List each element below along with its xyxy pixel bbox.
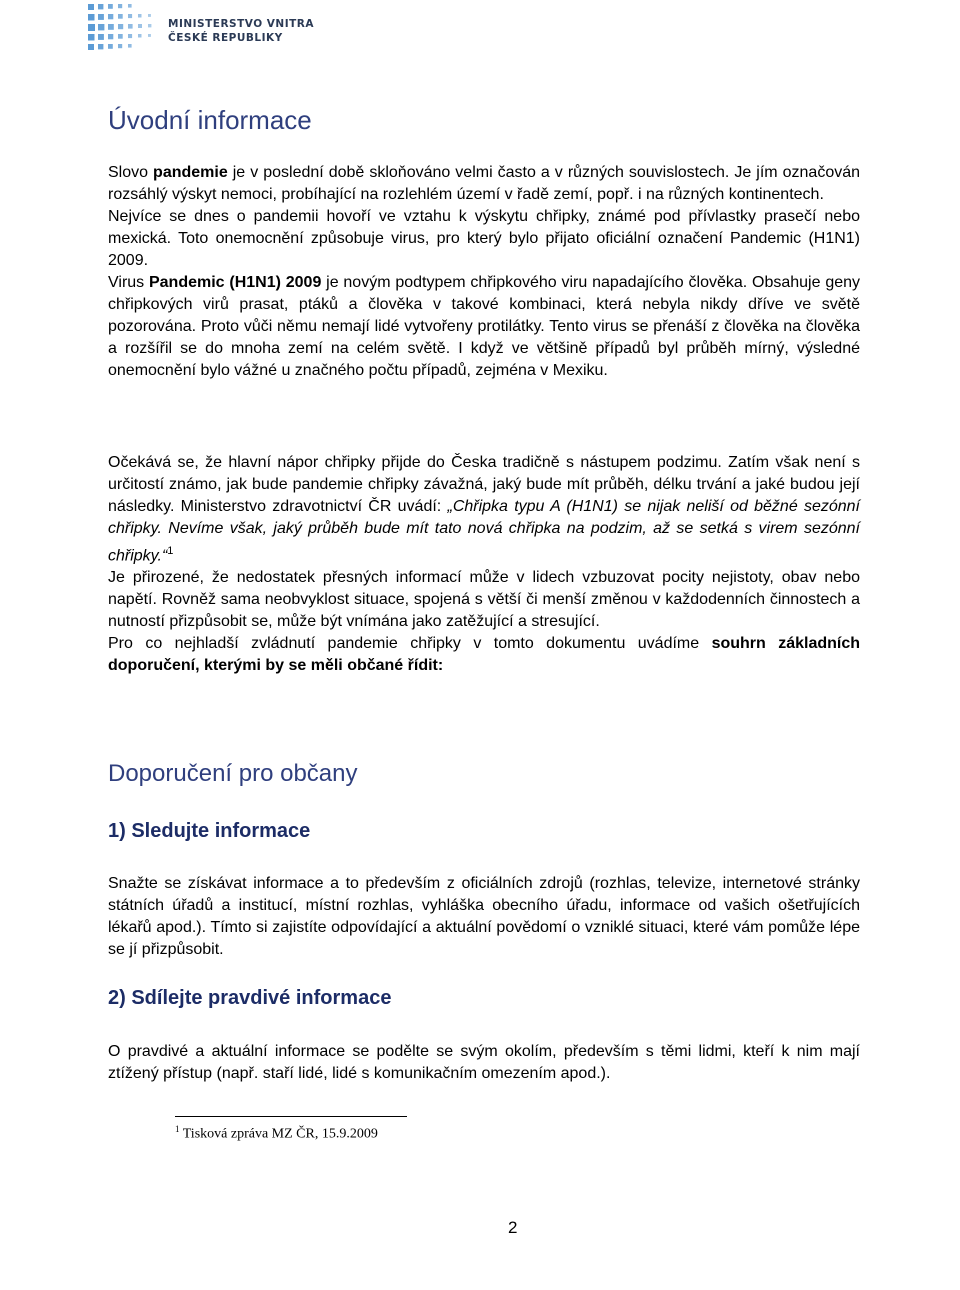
logo-dot (108, 14, 113, 19)
expectation-text (108, 452, 860, 677)
pandemie-bold: pandemie (153, 164, 228, 181)
expectation-paragraph-3: Pro co nejhladší zvládnutí pandemie chřipky v tomto dokumentu uvádíme souhrn základních doporučení, kterými by se měli občané řídit: (108, 635, 861, 675)
logo-dot (108, 4, 113, 9)
dot-grid-logo-icon (84, 0, 164, 52)
logo-dot (138, 34, 142, 38)
footnote (175, 1124, 378, 1143)
logo-dot (128, 4, 132, 8)
page-number: 2 (508, 1218, 518, 1237)
logo-dot (118, 4, 122, 8)
logo-dot (128, 44, 132, 48)
logo-dot (128, 24, 133, 29)
logo-dot (98, 14, 104, 20)
logo-dot (128, 14, 132, 18)
ministry-name-line2: ČESKÉ REPUBLIKY (168, 32, 283, 44)
section-1-text: Snažte se získávat informace a to především z oficiálních zdrojů (rozhlas, televize, internetové stránky státních úřadů a institucí, místní rozhlas, vyhláška obecního úřadu, informace od vašich ošetřujících lékařů apod.). Tímto si zajistíte odpovídající a aktuální povědomí o vzniklé situaci, které vám pomůže lépe se jí přizpůsobit. (108, 875, 860, 958)
logo-dot (88, 34, 95, 41)
ministry-logo (84, 0, 314, 60)
logo-dot (118, 44, 122, 48)
logo-dot (98, 24, 104, 30)
intro-text (108, 162, 860, 382)
logo-dot (138, 14, 142, 18)
logo-dot (88, 44, 94, 50)
summary-bold: souhrn základních doporučení, kterými by se měli občané řídit: (108, 635, 861, 675)
ministry-quote: „Chřipka typu A (H1N1) se nijak neliší od běžné sezónní chřipky. Nevíme však, jaký průběh bude mít tato nová chřipka na podzim, až se setká s virem sezónní chřipky.“ (108, 498, 860, 565)
expectation-paragraph-2: Je přirozené, že nedostatek přesných informací může v lidech vzbuzovat pocity nejistoty, obav nebo napětí. Rovněž sama neobvyklost situace, spojená s větší či menší změnou v každodenních činnostech a nutností přizpůsobit se, může být vnímána jako zatěžující a stresující. (108, 569, 860, 631)
logo-dot (88, 24, 95, 31)
logo-dot (118, 34, 123, 39)
footnote-number: 1 (175, 1124, 180, 1134)
ministry-name-line1: MINISTERSTVO VNITRA (168, 18, 314, 30)
logo-dot (138, 24, 142, 28)
footnote-text: Tisková zpráva MZ ČR, 15.9.2009 (182, 1126, 378, 1142)
intro-paragraph-1: Slovo pandemie je v poslední době skloňováno velmi často a v různých souvislostech. Je jím označován rozsáhlý výskyt nemoci, probíhající na rozlehlém území v řadě zemí, popř. i na různých kontinentech. (108, 164, 861, 203)
logo-dot (108, 44, 113, 49)
logo-dot (148, 24, 151, 27)
logo-dot (88, 14, 95, 21)
logo-dot (128, 34, 132, 38)
logo-dot (88, 4, 94, 10)
logo-dot (98, 34, 104, 40)
logo-dot (118, 24, 123, 29)
logo-dot (108, 34, 113, 39)
logo-dot (148, 14, 151, 17)
intro-paragraph-3: Virus Pandemic (H1N1) 2009 je novým podtypem chřipkového viru napadajícího člověka. Obsahuje geny chřipkových virů prasat, ptáků a člověka v takové kombinaci, která nebyla nikdy dříve ve světě pozorována. Proto vůči němu nemají lidé vytvořeny protilátky. Tento virus se přenáší z člověka na člověka a rozšířil se do mnoha zemí na celém světě. I když ve většině případů byl průběh mírný, výsledné onemocnění bylo vážné u značného počtu případů, zejména v Mexiku. (108, 274, 861, 379)
logo-dot (98, 4, 103, 9)
logo-dot (148, 34, 151, 37)
intro-heading: Úvodní informace (108, 105, 312, 135)
recommendations-heading: Doporučení pro občany (108, 760, 358, 787)
virus-name-bold: Pandemic (H1N1) 2009 (148, 274, 322, 291)
intro-paragraph-2: Nejvíce se dnes o pandemii hovoří ve vztahu k výskytu chřipky, známé pod přívlastky prasečí nebo mexická. Toto onemocnění způsobuje virus, pro který bylo přijato oficiální označení Pandemic (H1N1) 2009. (108, 208, 860, 269)
logo-dot (118, 14, 123, 19)
section-2-title: 2) Sdílejte pravdivé informace (108, 987, 392, 1009)
expectation-paragraph-1: Očekává se, že hlavní nápor chřipky přijde do Česka tradičně s nástupem podzimu. Zatím však není s určitostí známo, jak bude pandemie chřipky závažná, jaký bude mít průběh, délku trvání a jaké budou její následky. Ministerstvo zdravotnictví ČR uvádí: „Chřipka typu A (H1N1) se nijak neliší od běžné sezónní chřipky. Nevíme však, jaký průběh bude mít tato nová chřipka na podzim, až se setká s virem sezónní chřipky.“$^1$ (108, 454, 860, 565)
footnote-divider (175, 1116, 407, 1117)
logo-dot (98, 44, 103, 49)
section-1-title: 1) Sledujte informace (108, 820, 311, 842)
section-2-text: O pravdivé a aktuální informace se podělte se svým okolím, především s těmi lidmi, kteří k nim mají ztížený přístup (např. staří lidé, lidé s komunikačním omezením apod.). (108, 1043, 860, 1082)
ministry-name (168, 17, 314, 45)
footnote-ref: 1 (167, 545, 174, 557)
logo-dot (108, 24, 114, 30)
